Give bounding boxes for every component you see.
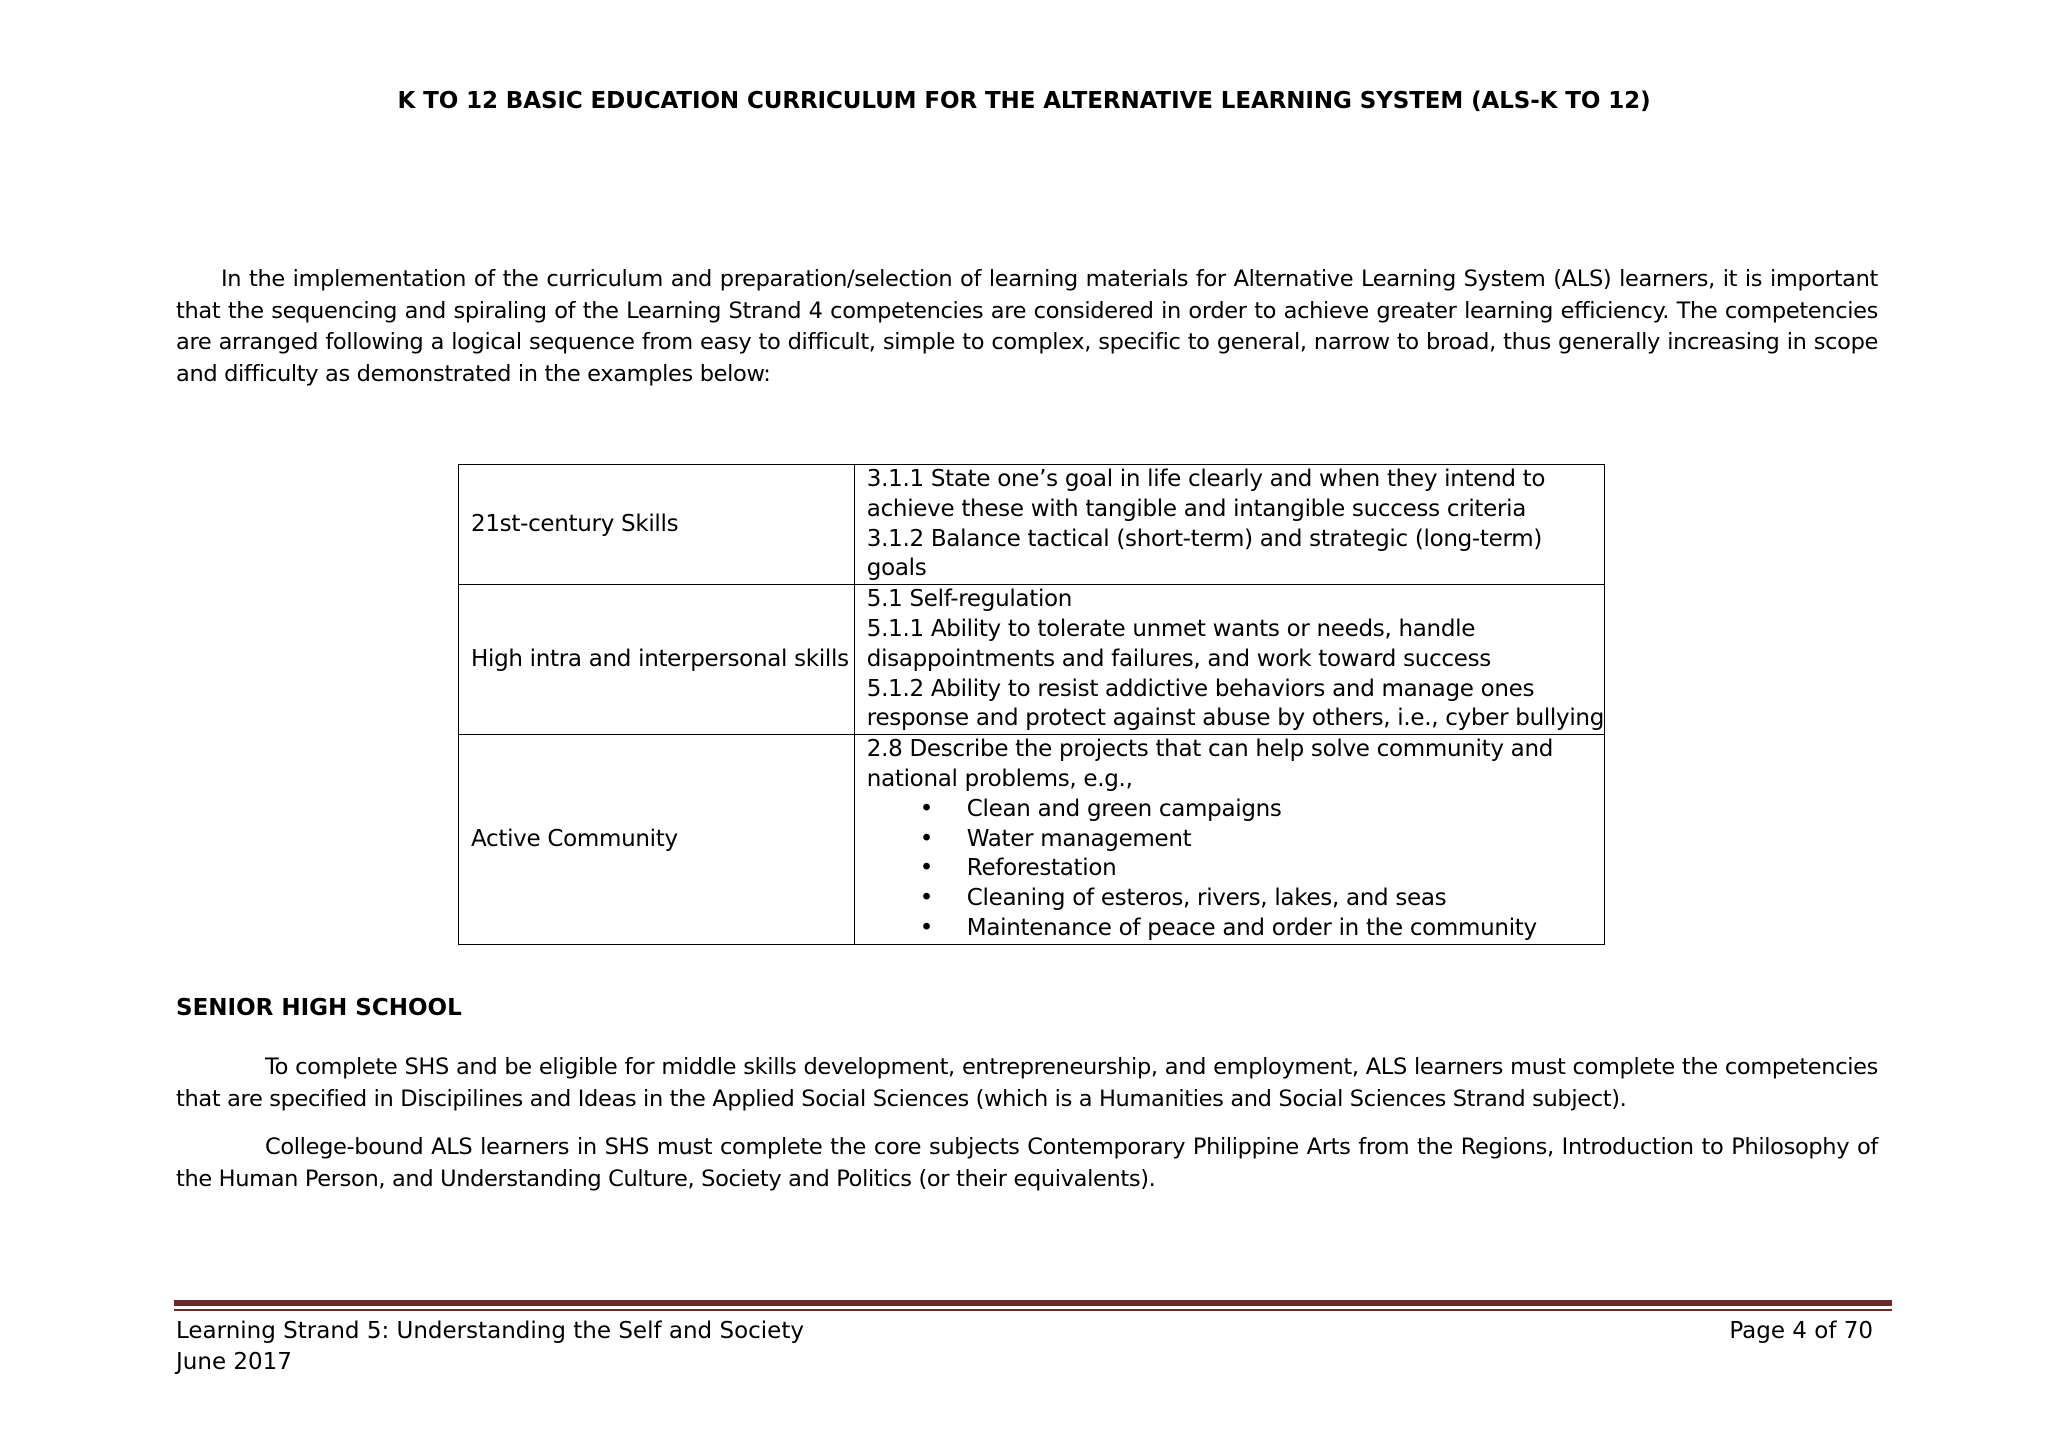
table-row — [459, 465, 1605, 585]
description-line: goals — [866, 555, 927, 582]
table-cell-label: Active Community — [459, 735, 855, 945]
shs-paragraph-2: College-bound ALS learners in SHS must complete the core subjects Contemporary Philippine Arts from the Regions, Introduction to Philosophy of the Human Person, and Understanding Culture, Society and Politics (or their equivalents). — [176, 1134, 1878, 1192]
description-line: 3.1.1 State one’s goal in life clearly and when they intend to — [866, 466, 1546, 492]
table-row — [459, 735, 1605, 945]
competency-table — [458, 464, 1605, 945]
list-item: • Water management — [867, 825, 1604, 855]
list-item: • Maintenance of peace and order in the community — [867, 914, 1604, 944]
description-line: achieve these with tangible and intangible success criteria — [866, 495, 1527, 522]
footer-date: June 2017 — [176, 1349, 292, 1375]
table-cell-description — [854, 585, 1604, 735]
description-line: 5.1.2 Ability to resist addictive behaviors and manage ones — [866, 675, 1535, 702]
footer-divider — [174, 1300, 1892, 1306]
footer-left — [176, 1316, 804, 1378]
table-cell-label: High intra and interpersonal skills — [459, 585, 855, 735]
description-line: 5.1.1 Ability to tolerate unmet wants or needs, handle — [866, 615, 1476, 642]
intro-paragraph: In the implementation of the curriculum and preparation/selection of learning materials for Alternative Learning System (ALS) learners, it is important that the sequencing and spiraling of the Learning Strand 4 competencies are considered in order to achieve greater learning efficiency. The competencies are arranged following a logical sequence from easy to difficult, simple to complex, specific to general, narrow to broad, thus generally increasing in scope and difficulty as demonstrated in the examples below: — [176, 266, 1878, 387]
description-line: 3.1.2 Balance tactical (short-term) and strategic (long-term) — [866, 525, 1543, 552]
shs-paragraph-1: To complete SHS and be eligible for middle skills development, entrepreneurship, and employment, ALS learners must complete the competencies that are specified in Discipilines and Ideas in the Applied Social Sciences (which is a Humanities and Social Sciences Strand subject). — [176, 1054, 1878, 1112]
description-line: national problems, e.g., — [866, 765, 1133, 792]
list-item: • Cleaning of esteros, rivers, lakes, and seas — [867, 884, 1604, 914]
description-line: 2.8 Describe the projects that can help solve community and — [866, 736, 1554, 763]
list-item: • Reforestation — [867, 854, 1604, 884]
footer-divider-thin — [174, 1309, 1892, 1311]
section-heading: SENIOR HIGH SCHOOL — [176, 995, 462, 1021]
project-bullet-list — [867, 795, 1604, 944]
description-line: response and protect against abuse by others, i.e., cyber bullying — [866, 705, 1604, 732]
list-item: • Clean and green campaigns — [867, 795, 1604, 825]
description-line: disappointments and failures, and work toward success — [866, 645, 1491, 672]
footer-strand: Learning Strand 5: Understanding the Self and Society — [176, 1318, 804, 1344]
description-line: 5.1 Self-regulation — [866, 586, 1073, 613]
table-cell-description — [854, 735, 1604, 945]
page-number: Page 4 of 70 — [1729, 1318, 1873, 1344]
table-cell-description — [854, 465, 1604, 585]
table-row — [459, 585, 1605, 735]
document-title: K TO 12 BASIC EDUCATION CURRICULUM FOR THE ALTERNATIVE LEARNING SYSTEM (ALS-K TO 12) — [397, 88, 1651, 114]
table-cell-label: 21st-century Skills — [459, 465, 855, 585]
